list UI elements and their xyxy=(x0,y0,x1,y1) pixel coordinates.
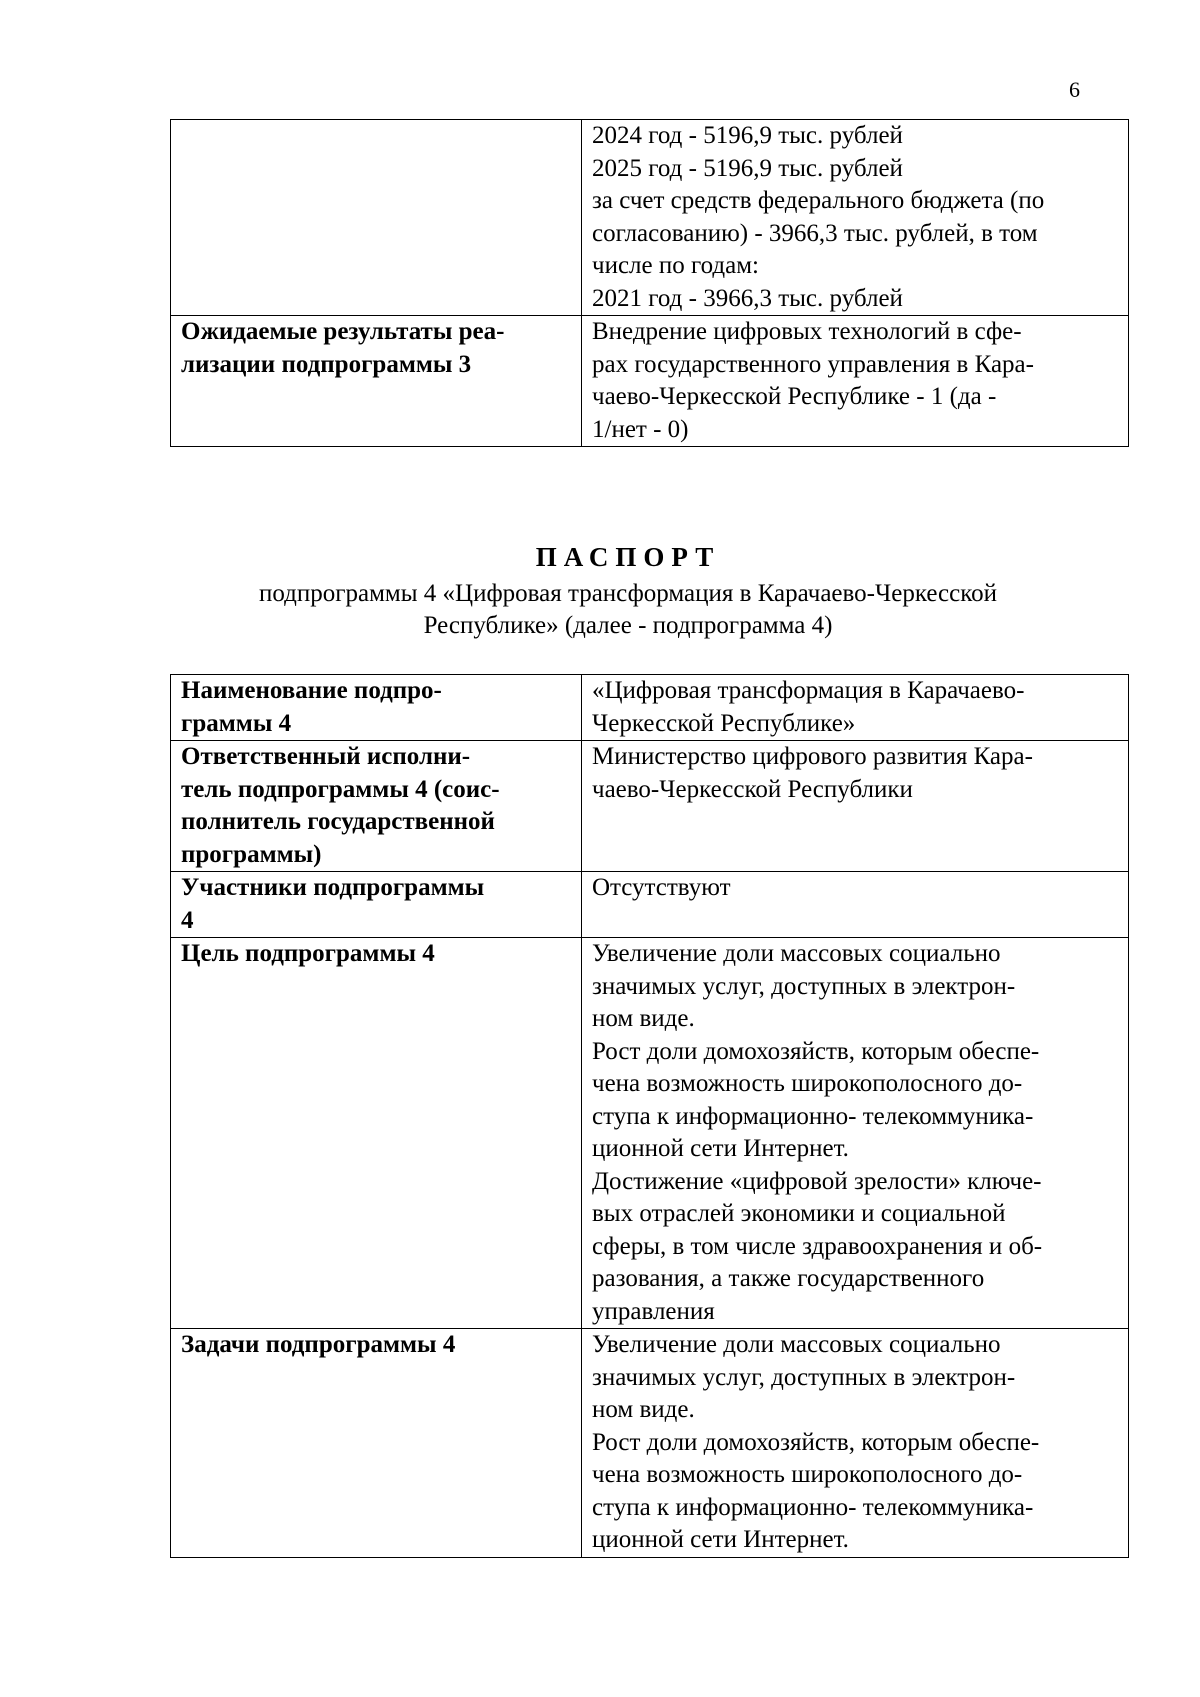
table-row xyxy=(171,1329,1129,1558)
table-row xyxy=(171,938,1129,1329)
value-line: 2025 год - 5196,9 тыс. рублей xyxy=(592,154,903,182)
value-line: числе по годам: xyxy=(592,252,759,279)
label-cell xyxy=(171,675,582,741)
value-line: ном виде. xyxy=(592,1396,695,1423)
value-line: чена возможность широкополосного до- xyxy=(592,1070,1023,1097)
value-line: ционной сети Интернет. xyxy=(592,1526,849,1553)
label-line: Ожидаемые результаты реа- xyxy=(181,318,505,345)
table-row xyxy=(171,872,1129,938)
value-line: Отсутствуют xyxy=(592,874,731,901)
label-line: 4 xyxy=(181,906,194,934)
value-line: сферы, в том числе здравоохранения и об- xyxy=(592,1232,1043,1260)
subtitle-line: подпрограммы 4 «Цифровая трансформация в Карачаево-Черкесской xyxy=(258,580,998,607)
value-line: Достижение «цифровой зрелости» ключе- xyxy=(592,1167,1042,1195)
label-line: лизации подпрограммы 3 xyxy=(181,350,472,378)
label-line: программы) xyxy=(181,840,322,868)
value-line: Черкесской Республике» xyxy=(592,709,856,737)
value-line: Министерство цифрового развития Кара- xyxy=(592,743,1033,770)
value-line: за счет средств федерального бюджета (по xyxy=(592,187,1045,214)
value-line: ступа к информационно- телекоммуника- xyxy=(592,1493,1034,1521)
value-cell xyxy=(582,872,1129,938)
value-cell xyxy=(582,741,1129,872)
value-line: ступа к информационно- телекоммуника- xyxy=(592,1102,1034,1130)
label-cell xyxy=(171,741,582,872)
passport-subtitle xyxy=(170,578,1086,642)
value-line: согласованию) - 3966,3 тыс. рублей, в том xyxy=(592,219,1038,247)
label-cell xyxy=(171,938,582,1329)
label-line: Задачи подпрограммы 4 xyxy=(181,1331,456,1358)
label-cell xyxy=(171,316,582,447)
label-line: тель подпрограммы 4 (соис- xyxy=(181,775,500,803)
value-line: 1/нет - 0) xyxy=(592,415,689,443)
value-line: значимых услуг, доступных в электрон- xyxy=(592,1363,1016,1391)
value-line: разования, а также государственного xyxy=(592,1265,985,1292)
label-line: Цель подпрограммы 4 xyxy=(181,940,435,967)
label-line: граммы 4 xyxy=(181,709,292,737)
label-line: полнитель государственной xyxy=(181,808,495,835)
table-row xyxy=(171,316,1129,447)
label-line: Наименование подпро- xyxy=(181,677,442,704)
value-line: 2021 год - 3966,3 тыс. рублей xyxy=(592,284,903,312)
value-line: чаево-Черкесской Республике - 1 (да - xyxy=(592,383,997,410)
subtitle-line: Республике» (далее - подпрограмма 4) xyxy=(423,612,833,639)
value-line: ционной сети Интернет. xyxy=(592,1135,849,1162)
table-row xyxy=(171,675,1129,741)
label-line: Участники подпрограммы xyxy=(181,874,485,901)
value-line: управления xyxy=(592,1297,715,1325)
value-line: Рост доли домохозяйств, которым обеспе- xyxy=(592,1037,1040,1065)
value-cell xyxy=(582,120,1129,316)
value-line: 2024 год - 5196,9 тыс. рублей xyxy=(592,122,903,149)
value-cell xyxy=(582,316,1129,447)
value-line: чаево-Черкесской Республики xyxy=(592,775,913,803)
page-number: 6 xyxy=(1069,77,1080,102)
value-line: Увеличение доли массовых социально xyxy=(592,1331,1001,1358)
label-cell xyxy=(171,872,582,938)
passport-title: ПАСПОРТ xyxy=(535,542,721,572)
value-line: вых отраслей экономики и социальной xyxy=(592,1200,1006,1227)
funding-continuation-table xyxy=(170,119,1129,447)
value-cell xyxy=(582,1329,1129,1558)
value-cell xyxy=(582,675,1129,741)
value-line: ном виде. xyxy=(592,1005,695,1032)
label-line: Ответственный исполни- xyxy=(181,743,471,770)
value-line: рах государственного управления в Кара- xyxy=(592,350,1034,378)
value-line: значимых услуг, доступных в электрон- xyxy=(592,972,1016,1000)
passport-table xyxy=(170,674,1129,1558)
label-cell xyxy=(171,1329,582,1558)
value-cell xyxy=(582,938,1129,1329)
table-row xyxy=(171,741,1129,872)
value-line: Рост доли домохозяйств, которым обеспе- xyxy=(592,1428,1040,1456)
value-line: «Цифровая трансформация в Карачаево- xyxy=(592,677,1025,704)
label-cell xyxy=(171,120,582,316)
value-line: чена возможность широкополосного до- xyxy=(592,1461,1023,1488)
table-row xyxy=(171,120,1129,316)
value-line: Внедрение цифровых технологий в сфе- xyxy=(592,318,1022,345)
value-line: Увеличение доли массовых социально xyxy=(592,940,1001,967)
